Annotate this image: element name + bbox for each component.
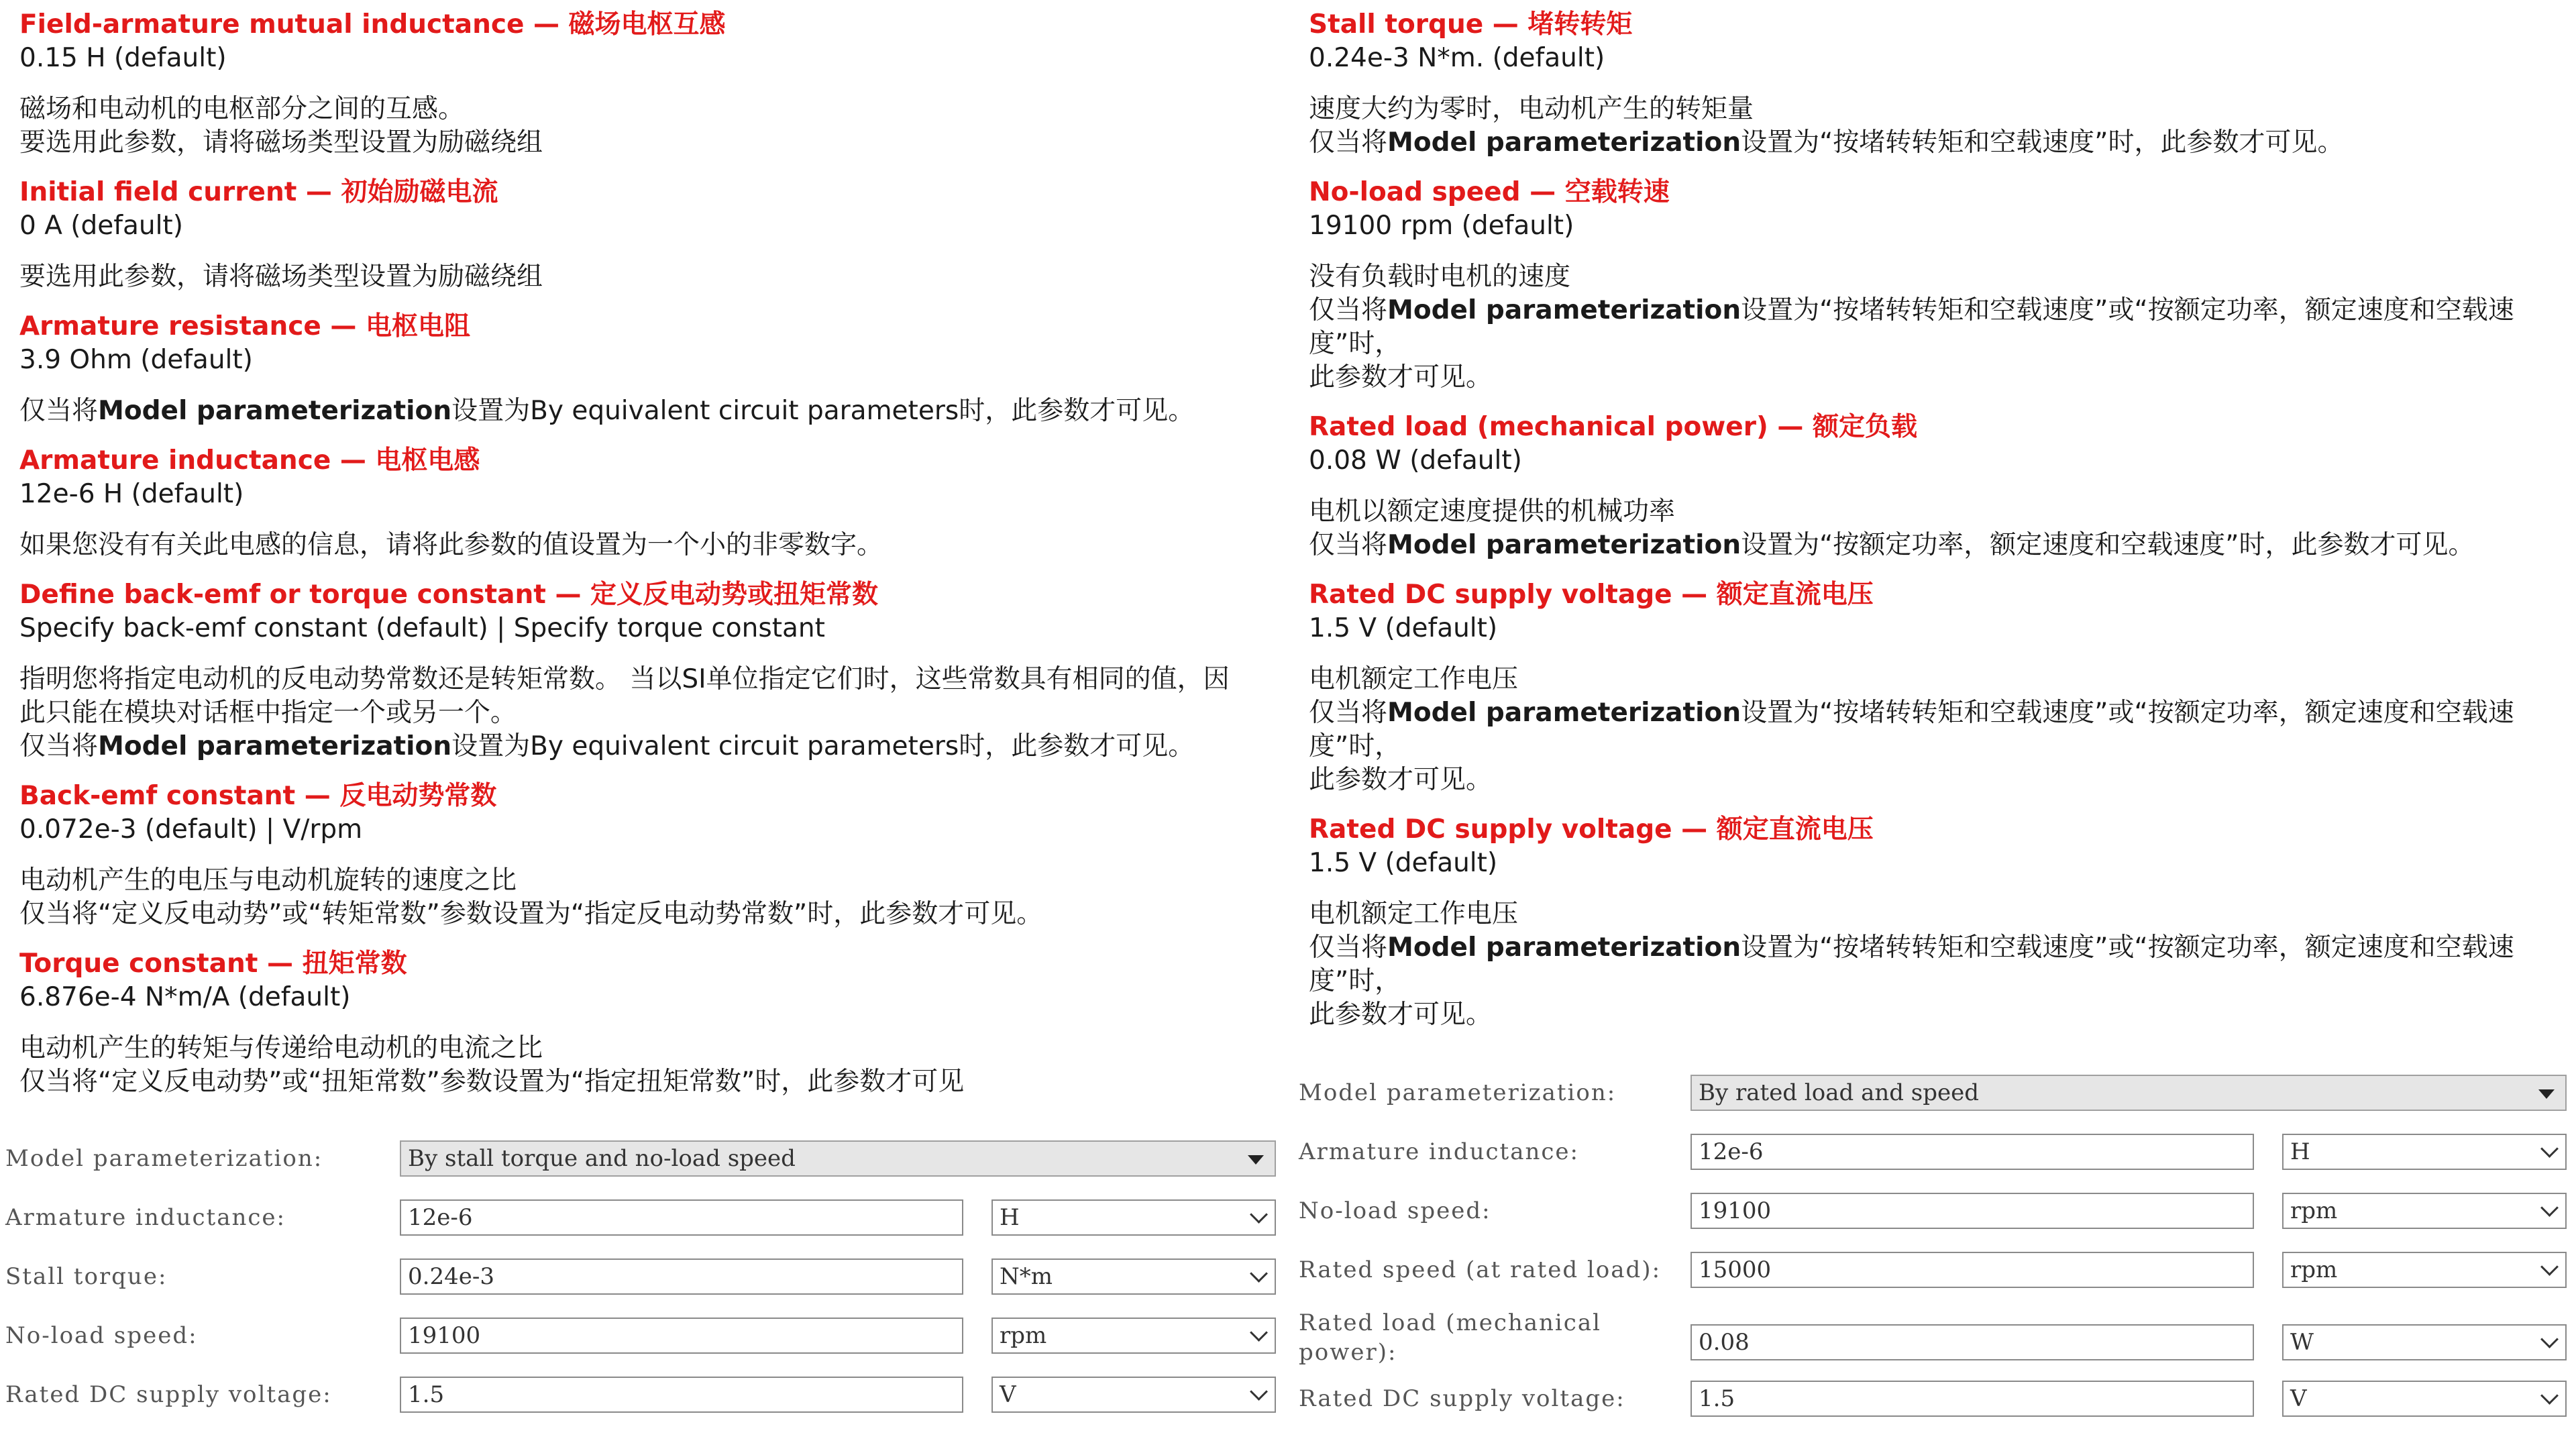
unit-select-stall-torque[interactable] [991,1258,1276,1295]
left-parameter-form [0,1127,1281,1442]
model-parameterization-select[interactable] [400,1140,1276,1177]
param-title: Initial field current — 初始励磁电流 [19,177,498,207]
chevron-down-icon [2540,1387,2559,1405]
param-block-rated-dc-supply-voltage [1309,813,2570,1032]
param-description-line: 如果您没有有关此电感的信息，请将此参数的值设置为一个小的非零数字。 [19,530,883,560]
param-block-armature-inductance [19,444,1281,562]
unit-select-no-load-speed[interactable] [991,1318,1276,1354]
unit-value: H [1000,1204,1020,1231]
param-block-field-armature-mutual-inductance [19,8,1281,160]
param-title: Define back-emf or torque constant — 定义反电动势或扭矩常数 [19,580,879,610]
right-parameter-form [1293,1065,2576,1441]
model-parameterization-value: By stall torque and no-load speed [408,1145,796,1172]
param-title: Stall torque — 堵转转矩 [1309,9,1633,40]
chevron-down-icon [2540,1258,2559,1276]
param-description-line: 电机额定工作电压 [1309,899,1519,929]
dropdown-arrow-icon [2538,1089,2555,1099]
unit-select-rated-dc-supply-voltage[interactable] [991,1377,1276,1413]
param-block-define-back-emf-or-torque-constant [19,578,1281,763]
param-default: 6.876e-4 N*m/A (default) [19,982,351,1012]
param-title: Torque constant — 扭矩常数 [19,949,407,979]
param-description-line: 仅当将Model parameterization设置为By equivalent circuit parameters时，此参数才可见。 [19,731,1195,761]
chevron-down-icon [2540,1330,2559,1348]
param-description-line: 要选用此参数，请将磁场类型设置为励磁绕组 [19,262,543,292]
unit-select-no-load-speed[interactable] [2282,1193,2567,1229]
param-description-line: 指明您将指定电动机的反电动势常数还是转矩常数。 当以SI单位指定它们时，这些常数具有相同的值，因 [19,664,1230,694]
param-description-line: 要选用此参数，请将磁场类型设置为励磁绕组 [19,127,543,158]
param-default: Specify back-emf constant (default) | Specify torque constant [19,613,825,643]
field-label-line: Rated load (mechanical [1299,1309,1601,1336]
field-label: Rated speed (at rated load): [1299,1256,1662,1283]
param-description-line: 仅当将Model parameterization设置为“按堵转转矩和空载速度”或“按额定功率，额定速度和空载速度”时， [1309,932,2514,996]
param-title: Rated DC supply voltage — 额定直流电压 [1309,814,1874,845]
param-description-line: 电动机产生的转矩与传递给电动机的电流之比 [19,1033,543,1063]
param-block-back-emf-constant [19,780,1281,931]
unit-value: V [2290,1385,2307,1412]
field-label: Stall torque: [5,1263,168,1290]
unit-value: H [2290,1138,2310,1165]
model-parameterization-value: By rated load and speed [1699,1079,1980,1106]
unit-select-rated-speed-at-rated-load[interactable] [2282,1252,2567,1288]
value-input-no-load-speed[interactable]: 19100 [400,1318,963,1354]
value-input-armature-inductance[interactable]: 12e-6 [1690,1134,2254,1170]
param-default: 0 A (default) [19,211,183,241]
unit-value: rpm [1000,1322,1047,1349]
param-description-line: 电机额定工作电压 [1309,664,1519,694]
param-title: Armature inductance — 电枢电感 [19,445,480,476]
chevron-down-icon [1250,1383,1268,1401]
right-doc-column [1309,8,2570,1048]
value-input-rated-speed-at-rated-load[interactable]: 15000 [1690,1252,2254,1288]
field-label: Armature inductance: [5,1204,286,1231]
param-block-torque-constant [19,947,1281,1099]
unit-value: rpm [2290,1256,2338,1283]
param-block-stall-torque [1309,8,2570,160]
unit-select-armature-inductance[interactable] [2282,1134,2567,1170]
dropdown-arrow-icon [1248,1155,1264,1165]
param-block-armature-resistance [19,310,1281,428]
left-doc-column [19,8,1281,1115]
param-default: 0.24e-3 N*m. (default) [1309,43,1605,73]
value-input-rated-dc-supply-voltage[interactable]: 1.5 [400,1377,963,1413]
param-description-line: 仅当将“定义反电动势”或“扭矩常数”参数设置为“指定扭矩常数”时，此参数才可见 [19,1067,965,1097]
field-label: Armature inductance: [1299,1138,1579,1165]
field-label: Rated DC supply voltage: [1299,1385,1625,1412]
param-description-line: 此参数才可见。 [1309,765,1493,795]
param-description-line: 仅当将Model parameterization设置为“按堵转转矩和空载速度”时，此参数才可见。 [1309,127,2344,158]
param-title: No-load speed — 空载转速 [1309,177,1670,207]
param-description-line: 速度大约为零时，电动机产生的转矩量 [1309,94,1754,124]
param-title: Armature resistance — 电枢电阻 [19,311,470,341]
param-title: Field-armature mutual inductance — 磁场电枢互感 [19,9,726,40]
field-label: Rated DC supply voltage: [5,1381,332,1408]
chevron-down-icon [1250,1205,1268,1224]
unit-select-rated-dc-supply-voltage[interactable] [2282,1381,2567,1417]
param-title: Back-emf constant — 反电动势常数 [19,781,497,811]
param-description-line: 仅当将“定义反电动势”或“转矩常数”参数设置为“指定反电动势常数”时，此参数才可见。 [19,899,1043,929]
param-description-line: 此参数才可见。 [1309,1000,1493,1030]
param-description-line: 仅当将Model parameterization设置为“按堵转转矩和空载速度”或“按额定功率，额定速度和空载速度”时， [1309,698,2514,761]
param-default: 19100 rpm (default) [1309,211,1574,241]
param-default: 1.5 V (default) [1309,613,1498,643]
field-label: No-load speed: [5,1322,198,1349]
value-input-rated-load-mechanical-power[interactable]: 0.08 [1690,1324,2254,1360]
chevron-down-icon [2540,1199,2559,1217]
value-input-no-load-speed[interactable]: 19100 [1690,1193,2254,1229]
chevron-down-icon [2540,1140,2559,1158]
param-default: 0.08 W (default) [1309,445,1522,476]
param-default: 3.9 Ohm (default) [19,345,253,375]
param-description-line: 电机以额定速度提供的机械功率 [1309,496,1676,527]
unit-value: V [1000,1381,1016,1408]
value-input-rated-dc-supply-voltage[interactable]: 1.5 [1690,1381,2254,1417]
param-block-no-load-speed [1309,176,2570,394]
unit-value: rpm [2290,1197,2338,1224]
field-label [1299,1308,1601,1367]
param-block-rated-load-mechanical-power [1309,411,2570,562]
param-description-line: 此参数才可见。 [1309,362,1493,392]
param-description-line: 仅当将Model parameterization设置为By equivalent circuit parameters时，此参数才可见。 [19,396,1195,426]
param-description-line: 电动机产生的电压与电动机旋转的速度之比 [19,865,517,896]
model-parameterization-label: Model parameterization: [5,1145,323,1172]
param-default: 0.15 H (default) [19,43,227,73]
param-description-line: 没有负载时电机的速度 [1309,262,1571,292]
param-description-line: 磁场和电动机的电枢部分之间的互感。 [19,94,465,124]
field-label: No-load speed: [1299,1197,1491,1224]
model-parameterization-label: Model parameterization: [1299,1079,1617,1106]
value-input-stall-torque[interactable]: 0.24e-3 [400,1258,963,1295]
param-block-rated-dc-supply-voltage [1309,578,2570,797]
chevron-down-icon [1250,1265,1268,1283]
param-description-line: 仅当将Model parameterization设置为“按额定功率，额定速度和空载速度”时，此参数才可见。 [1309,530,2475,560]
param-title: Rated load (mechanical power) — 额定负载 [1309,412,1917,442]
unit-value: W [2290,1329,2314,1356]
field-label-line: power): [1299,1339,1397,1366]
param-default: 12e-6 H (default) [19,479,244,509]
unit-value: N*m [1000,1263,1053,1290]
param-block-initial-field-current [19,176,1281,294]
chevron-down-icon [1250,1324,1268,1342]
param-default: 1.5 V (default) [1309,848,1498,878]
param-title: Rated DC supply voltage — 额定直流电压 [1309,580,1874,610]
param-description-line: 仅当将Model parameterization设置为“按堵转转矩和空载速度”或“按额定功率，额定速度和空载速度”时， [1309,295,2514,359]
unit-select-armature-inductance[interactable] [991,1199,1276,1236]
model-parameterization-select[interactable] [1690,1075,2567,1111]
value-input-armature-inductance[interactable]: 12e-6 [400,1199,963,1236]
param-description-line: 此只能在模块对话框中指定一个或另一个。 [19,698,517,728]
param-default: 0.072e-3 (default) | V/rpm [19,814,363,845]
unit-select-rated-load-mechanical-power[interactable] [2282,1324,2567,1360]
